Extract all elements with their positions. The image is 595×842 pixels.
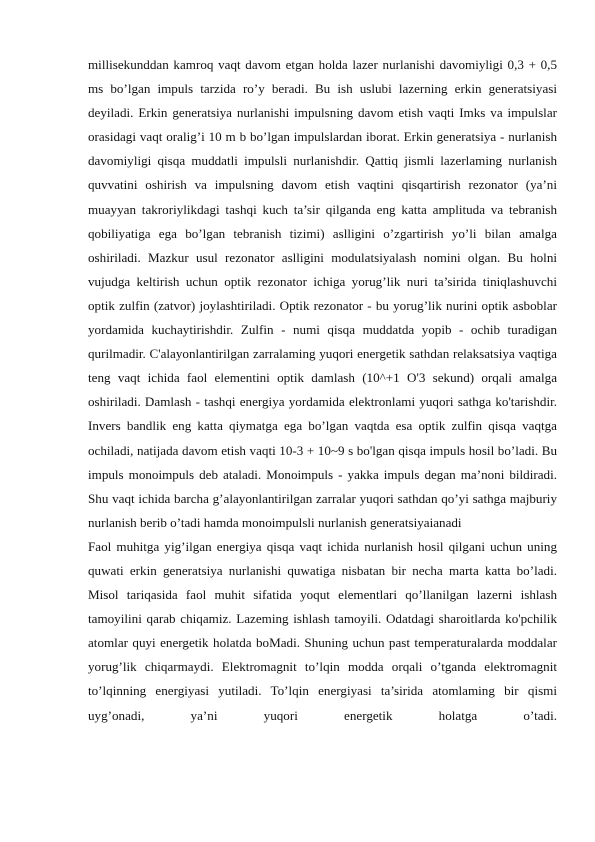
document-page [88,53,557,728]
paragraph-1: millisekunddan kamroq vaqt davom etgan holda lazer nurlanishi davomiyligi 0,3 + 0,5 ms bo’lgan impuls tarzida ro’y beradi. Bu ish uslubi lazerning erkin generatsiyasi deyiladi. Erkin generatsiya nurlanishi impulsning davom etish vaqti Imks va impulslar orasidagi vaqt oralig’i 10 m b bo’lgan impulslardan iborat. Erkin generatsiya - nurlanish davomiyligi qisqa muddatli impulsli nurlanishdir. Qattiq jismli lazerlaming nurlanish quvvatini oshirish va impulsning davom etish vaqtini qisqartirish rezonator (ya’ni muayyan takroriylikdagi tashqi kuch ta’sir qilganda eng katta amplituda va tebranish qobiliyatiga ega bo’lgan tebranish tizimi) aslligini o’zgartirish yo’li bilan amalga oshiriladi. Mazkur usul rezonator aslligini modulatsiyalash nomini olgan. Bu holni vujudga keltirish uchun optik rezonator ichiga yorug’lik nuri ta’sirida tiniqlashuvchi optik zulfin (zatvor) joylashtiriladi. Optik rezonator - bu yorug’lik nurini optik asboblar yordamida kuchaytirishdir. Zulfin - numi qisqa muddatda yopib - ochib turadigan qurilmadir. C'alayonlantirilgan zarralaming yuqori energetik sathdan relaksatsiya vaqtiga teng vaqt ichida faol elementini optik damlash (10^+1 O'3 sekund) orqali amalga oshiriladi. Damlash - tashqi energiya yordamida elektronlami yuqori sathga ko'tarishdir. Invers bandlik eng katta qiymatga ega bo’lgan vaqtda esa optik zulfin qisqa vaqtga ochiladi, natijada davom etish vaqti 10-3 + 10~9 s bo'lgan qisqa impuls hosil bo’ladi. Bu impuls monoimpuls deb ataladi. Monoimpuls - yakka impuls degan ma’noni bildiradi. Shu vaqt ichida barcha g’alayonlantirilgan zarralar yuqori sathdan qo’yi sathga majburiy nurlanish berib o’tadi hamda monoimpulsli nurlanish generatsiyaianadi [88,57,557,530]
paragraph-2: Faol muhitga yig’ilgan energiya qisqa vaqt ichida nurlanish hosil qilgani uchun uning quwati erkin generatsiya nurlanishi quwatiga nisbatan bir necha marta katta bo’ladi. Misol tariqasida faol muhit sifatida yoqut elementlari qo’llanilgan lazerni ishlash tamoyilini qarab chiqamiz. Lazeming ishlash tamoyili. Odatdagi sharoitlarda ko'pchilik atomlar quyi energetik holatda boMadi. Shuning uchun past temperaturalarda moddalar yorug’lik chiqarmaydi. Elektromagnit to’lqin modda orqali o’tganda elektromagnit to’lqinning energiyasi yutiladi. To’lqin energiyasi ta’sirida atomlaming bir qismi uyg’onadi, ya’ni yuqori energetik holatga o’tadi. [88,538,557,723]
